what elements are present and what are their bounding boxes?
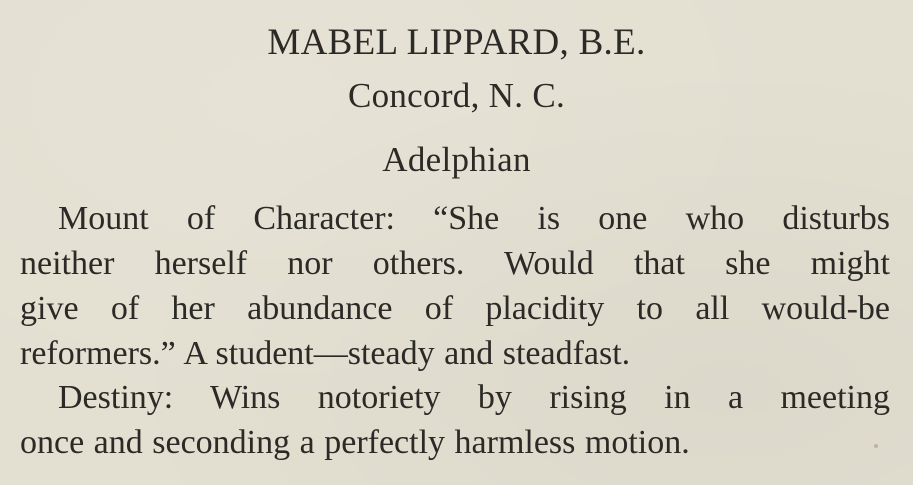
- paper-speck: [874, 444, 878, 448]
- character-line: Mount of Character: “She is one who disturbs: [58, 200, 890, 237]
- character-line: reformers.” A student—steady and steadfast.: [20, 335, 631, 372]
- student-name: MABEL LIPPARD, B.E.: [267, 22, 646, 63]
- character-line: give of her abundance of placidity to all would-be: [20, 290, 890, 327]
- destiny-paragraph: [20, 375, 890, 465]
- destiny-line: once and seconding a perfectly harmless motion.: [20, 424, 690, 461]
- character-line: neither herself nor others. Would that she might: [20, 245, 890, 282]
- character-paragraph: [20, 196, 890, 376]
- student-hometown: Concord, N. C.: [347, 76, 566, 115]
- student-society: Adelphian: [382, 140, 531, 179]
- destiny-line: Destiny: Wins notoriety by rising in a meeting: [58, 379, 890, 416]
